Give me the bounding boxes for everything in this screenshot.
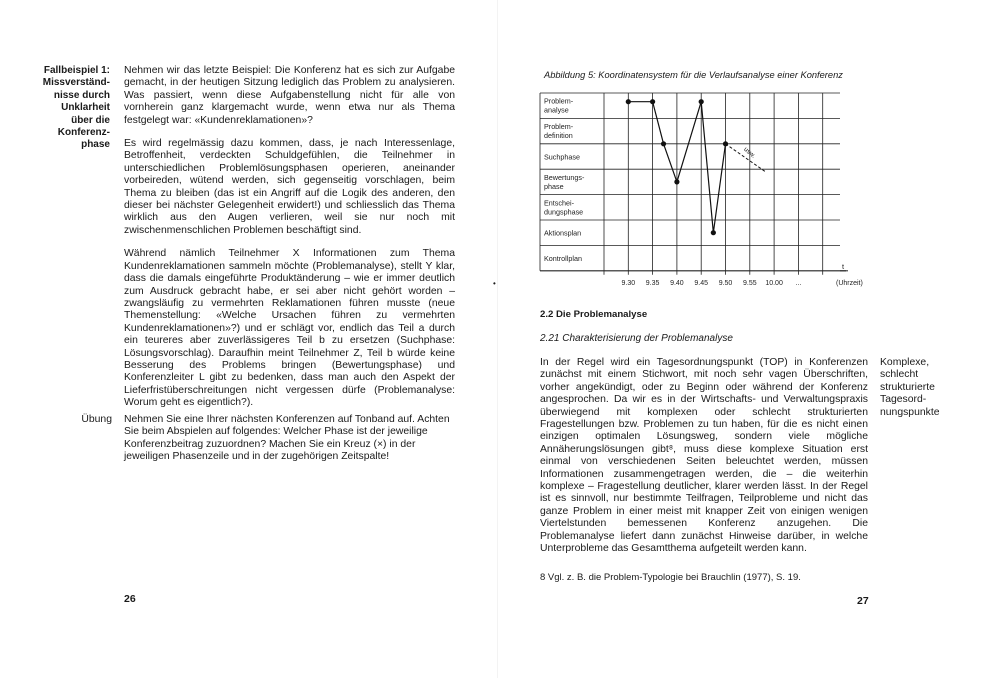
margin-note-line: über die bbox=[71, 114, 110, 126]
paragraph: Während nämlich Teilnehmer X Informationen zum Thema Kundenreklamationen sammeln möchte (Problemanalyse), stellt Y klar, dass die damals eingeführte Produktänderung – wie er immer deutlich zum Ausdruck gebracht habe, er sei aber nicht gehört worden – zwangsläufig zu vermehrten Reklamationen führen musste (neue Themenstellung: «Welche Ursachen führen zu vermehrten Kundenreklamationen»?) und er schlägt vor, endlich das Teil a durch ein teureres aber zuverlässigeres Teil b zu ersetzen (Suchphase: Lösungsvorschlag). Daraufhin meint Teilnehmer Z, Teil b würde keine Besserung des Problems bringen (Bewertungsphase) und Konferenzleiter L gibt zu bedenken, dass man auch den Aspekt der Lieferfristüberschreitungen nicht vergessen dürfe (Problemanalyse: Worum geht es eigentlich?). bbox=[124, 248, 455, 409]
x-tick-label: 10.00 bbox=[765, 279, 783, 287]
trajectory-point bbox=[711, 230, 716, 235]
margin-note-line: phase bbox=[81, 139, 110, 151]
margin-note-line: Unklarheit bbox=[61, 102, 110, 114]
trajectory-point bbox=[661, 141, 666, 146]
subsection-heading: 2.21 Charakterisierung der Problemanalyse bbox=[540, 333, 733, 344]
exercise-text bbox=[124, 414, 455, 475]
paragraph: In der Regel wird ein Tagesordnungspunkt (TOP) in Konferenzen zunächst mit einem Stichwort, mit noch sehr vagen Überschriften, vorher angekündigt, oder zu Beginn oder während der Konferenz angesprochen. Da wir es in der Wirtschafts- und Verwaltungspraxis überwiegend mit komplexen oder schlecht strukturierten Fragestellungen bzw. Problemen zu tun haben, für die es nicht einen einzigen optimalen Lösungsweg, sondern viele mögliche Annäherungslösungen gibt⁸, muss diese komplexe Situation erst einmal von verschiedenen Seiten beleuchtet werden, müssen Informationen zusammengetragen werden, die – die weiterhin komplexe – Fragestellung deutlicher, klarer werden lässt. In der Regel ist es sinnvoll, nur bestimmte Teilfragen, Teilprobleme und nicht das ganze Problem in einer meist mit knapper Zeit von einigen wenigen Viertelstunden bemessenen Konferenz anzugehen. Die Problemanalyse liefert dann zunächst Hinweise darüber, in welche Unterprobleme das Gesamtthema aufgeteilt werden kann. bbox=[540, 357, 868, 555]
margin-note-line: nungspunkte bbox=[880, 406, 940, 418]
left-body-text bbox=[124, 65, 455, 421]
trajectory-point bbox=[699, 99, 704, 104]
page-number-left: 26 bbox=[124, 593, 136, 605]
phase-chart-svg bbox=[540, 90, 880, 287]
right-margin-note bbox=[880, 357, 940, 419]
x-tick-label: ... bbox=[795, 279, 802, 287]
section-heading: 2.2 Die Problemanalyse bbox=[540, 309, 648, 320]
x-tick-label: 9.55 bbox=[742, 279, 757, 287]
row-label: Problem-analyse bbox=[544, 96, 574, 115]
x-tick-label: 9.35 bbox=[645, 279, 660, 287]
margin-note-line: Komplexe, bbox=[880, 357, 930, 368]
row-label: Suchphase bbox=[544, 152, 580, 162]
row-label: Kontrollplan bbox=[544, 254, 582, 264]
phase-chart bbox=[540, 90, 880, 285]
row-label: Aktionsplan bbox=[544, 228, 582, 238]
continuation-label: usw. bbox=[742, 145, 757, 160]
exercise-label: Übung bbox=[81, 414, 112, 425]
trajectory-point bbox=[626, 99, 631, 104]
x-tick-label: 9.30 bbox=[621, 279, 636, 287]
margin-note-line: Fallbeispiel 1: bbox=[43, 65, 110, 76]
x-tick-label: 9.40 bbox=[670, 279, 684, 287]
margin-note-line: strukturierte bbox=[880, 381, 935, 393]
row-label: Bewertungs-phase bbox=[544, 172, 585, 191]
margin-note-line: Tagesord- bbox=[880, 394, 927, 406]
right-body-text bbox=[540, 357, 868, 567]
margin-note-line: schlecht bbox=[880, 369, 919, 381]
row-label: Problem-definition bbox=[544, 122, 574, 141]
page-fold bbox=[497, 0, 498, 678]
left-margin-note bbox=[18, 65, 110, 152]
exercise-paragraph: Nehmen Sie eine Ihrer nächsten Konferenzen auf Tonband auf. Achten Sie beim Abspielen auf folgendes: Welcher Phase ist der jeweilige Konferenzbeitrag zuzuordnen? Machen Sie ein Kreuz (×) in der jeweiligen Phasenzeile und in der zugehörigen Zeitspalte! bbox=[124, 414, 450, 463]
paragraph: Nehmen wir das letzte Beispiel: Die Konferenz hat es sich zur Aufgabe gemacht, in der heutigen Sitzung lediglich das Problem zu analysieren. Was passiert, wenn diese Aufgabenstellung nicht für alle von vornherein ganz klargemacht wurde, wenn etwa nur als Thema festgelegt war: «Kundenreklamationen»? bbox=[124, 65, 455, 126]
trajectory-point bbox=[674, 179, 679, 184]
footnote: 8 Vgl. z. B. die Problem-Typologie bei Brauchlin (1977), S. 19. bbox=[540, 572, 801, 583]
x-axis-symbol: t bbox=[842, 261, 845, 271]
bullet-mark: • bbox=[493, 279, 496, 288]
x-axis-unit: (Uhrzeit) bbox=[836, 279, 863, 287]
trajectory-point bbox=[650, 99, 655, 104]
row-label: Entschei-dungsphase bbox=[544, 198, 584, 217]
figure-caption: Abbildung 5: Koordinatensystem für die Verlaufsanalyse einer Konferenz bbox=[544, 70, 843, 80]
paragraph: Es wird regelmässig dazu kommen, dass, je nach Interessenlage, Betroffenheit, verdeckten Schuldgefühlen, die Teilnehmer in unterschiedlichen Problemlösungsphasen operieren, aneinander vorbeireden, wütend werden, sich gegenseitig vorschlagen, beim Thema zu bleiben (das ist ein Angriff auf die Logik des anderen, den dieser bei nächster Gelegenheit erwidert!) und schliesslich das Thema wirklich aus den Augen verlieren, weil sie nur noch mit zwischenmenschlichen Problemen beschäftigt sind. bbox=[124, 138, 455, 236]
x-tick-label: 9.50 bbox=[718, 279, 733, 287]
margin-note-line: nisse durch bbox=[53, 89, 110, 101]
margin-note-line: Missverständ- bbox=[42, 77, 110, 89]
page-number-right: 27 bbox=[857, 595, 869, 607]
x-tick-label: 9.45 bbox=[694, 279, 709, 287]
margin-note-line: Konferenz- bbox=[57, 127, 110, 139]
